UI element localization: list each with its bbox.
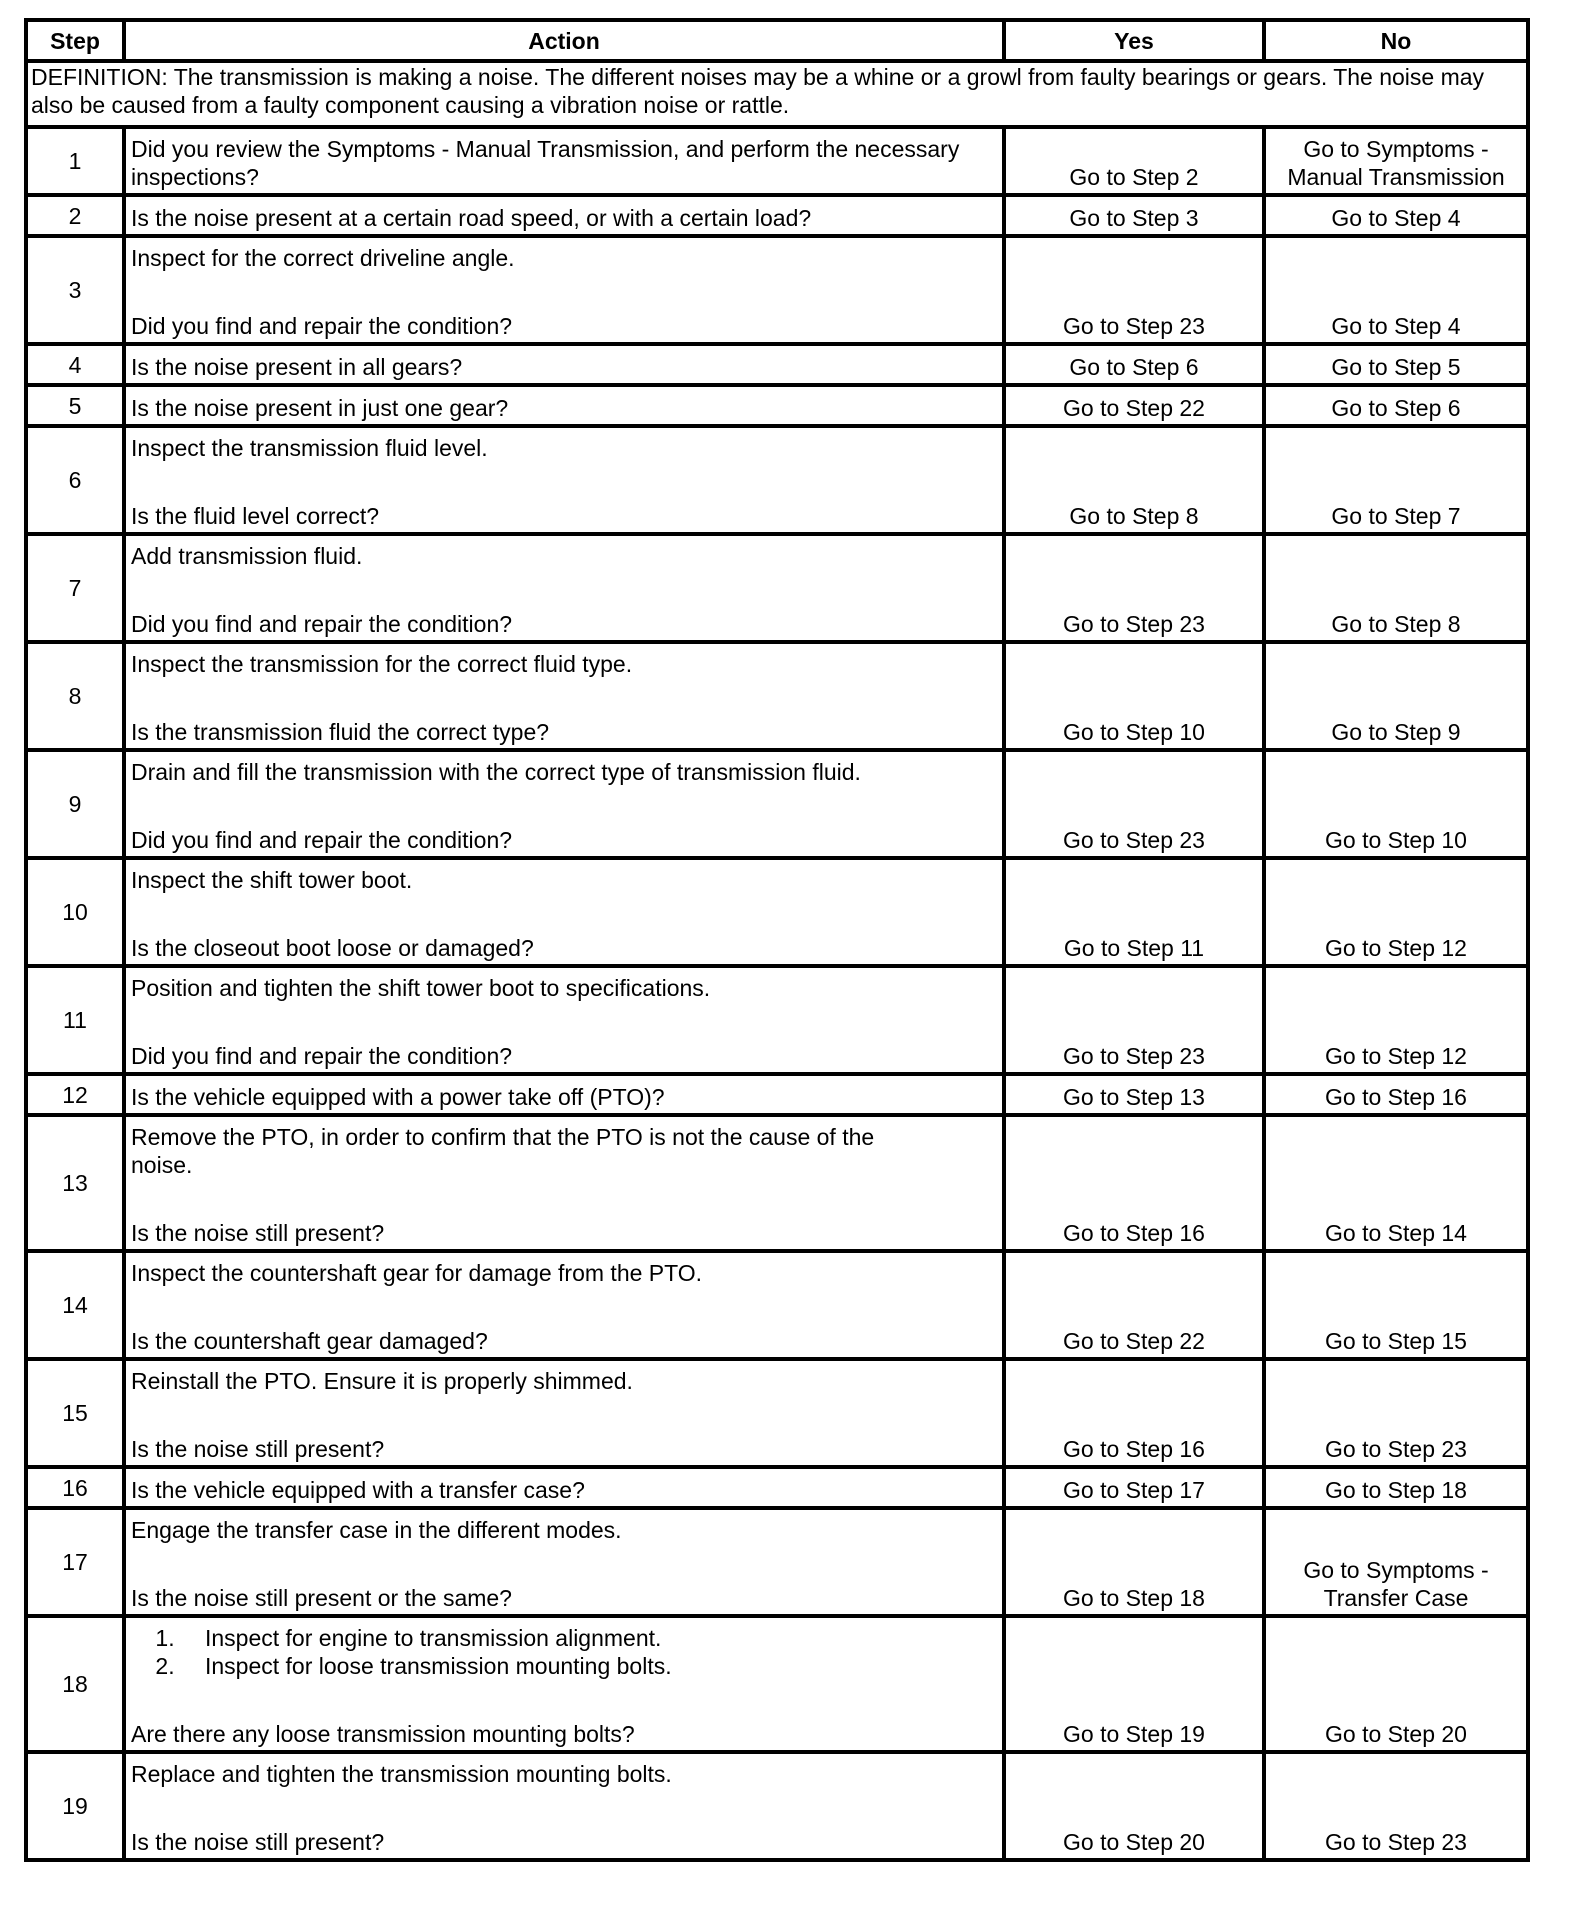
no-result: Go to Step 10 (1264, 750, 1528, 858)
step-question: Is the noise still present? (131, 1220, 385, 1246)
no-result: Go to Step 7 (1264, 426, 1528, 534)
step-question: Is the noise still present? (131, 1829, 385, 1855)
yes-result: Go to Step 13 (1004, 1074, 1264, 1115)
step-instruction: Inspect the transmission for the correct fluid type. (131, 651, 633, 677)
table-row (26, 858, 1528, 966)
no-result: Go to Step 15 (1264, 1251, 1528, 1359)
action-cell (124, 1251, 1004, 1359)
table-row (26, 1752, 1528, 1860)
step-question: Is the vehicle equipped with a power take off (PTO)? (131, 1084, 665, 1110)
action-cell (124, 1508, 1004, 1616)
action-cell (124, 236, 1004, 344)
table-row (26, 1251, 1528, 1359)
no-result: Go to Step 9 (1264, 642, 1528, 750)
step-question: Did you find and repair the condition? (131, 1043, 513, 1069)
step-number: 8 (26, 642, 124, 750)
step-instruction: Inspect the countershaft gear for damage from the PTO. (131, 1260, 703, 1286)
yes-result: Go to Step 10 (1004, 642, 1264, 750)
list-item: 1. Inspect for engine to transmission alignment. (181, 1624, 997, 1652)
step-question: Did you find and repair the condition? (131, 611, 513, 637)
step-question: Is the noise still present? (131, 1436, 385, 1462)
no-result: Go to Step 5 (1264, 344, 1528, 385)
action-cell (124, 858, 1004, 966)
yes-result: Go to Step 8 (1004, 426, 1264, 534)
step-question: Did you find and repair the condition? (131, 313, 513, 339)
table-row (26, 344, 1528, 385)
yes-result: Go to Step 22 (1004, 385, 1264, 426)
step-number: 12 (26, 1074, 124, 1115)
table-row (26, 1115, 1528, 1251)
action-cell (124, 1467, 1004, 1508)
step-number: 2 (26, 195, 124, 236)
step-number: 14 (26, 1251, 124, 1359)
action-cell (124, 534, 1004, 642)
table-row (26, 195, 1528, 236)
step-question: Did you find and repair the condition? (131, 827, 513, 853)
action-cell (124, 195, 1004, 236)
table-row (26, 1616, 1528, 1752)
action-cell (124, 127, 1004, 195)
step-number: 3 (26, 236, 124, 344)
action-cell (124, 344, 1004, 385)
step-number: 6 (26, 426, 124, 534)
action-cell (124, 1616, 1004, 1752)
no-result: Go to Step 23 (1264, 1359, 1528, 1467)
step-question: Did you review the Symptoms - Manual Transmission, and perform the necessary inspections? (131, 136, 960, 190)
step-instruction: Add transmission fluid. (131, 543, 363, 569)
yes-result: Go to Step 23 (1004, 534, 1264, 642)
action-cell (124, 1752, 1004, 1860)
yes-result: Go to Step 23 (1004, 750, 1264, 858)
no-result: Go to Step 14 (1264, 1115, 1528, 1251)
action-cell (124, 642, 1004, 750)
action-cell (124, 385, 1004, 426)
step-number: 13 (26, 1115, 124, 1251)
step-instruction: Inspect the transmission fluid level. (131, 435, 488, 461)
step-instruction: Reinstall the PTO. Ensure it is properly shimmed. (131, 1368, 633, 1394)
step-number: 10 (26, 858, 124, 966)
yes-result: Go to Step 22 (1004, 1251, 1264, 1359)
step-question: Are there any loose transmission mounting bolts? (131, 1721, 635, 1747)
inspection-list (131, 1624, 997, 1680)
header-row (26, 20, 1528, 61)
step-number: 16 (26, 1467, 124, 1508)
no-result: Go to Step 4 (1264, 195, 1528, 236)
table-row (26, 534, 1528, 642)
yes-result: Go to Step 11 (1004, 858, 1264, 966)
table-row (26, 750, 1528, 858)
yes-result: Go to Step 23 (1004, 966, 1264, 1074)
header-no: No (1264, 20, 1528, 61)
step-instruction: Replace and tighten the transmission mounting bolts. (131, 1761, 672, 1787)
table-row (26, 1467, 1528, 1508)
yes-result: Go to Step 3 (1004, 195, 1264, 236)
step-instruction: Remove the PTO, in order to confirm that the PTO is not the cause of the noise. (131, 1124, 875, 1178)
table-row (26, 385, 1528, 426)
step-number: 9 (26, 750, 124, 858)
yes-result: Go to Step 16 (1004, 1115, 1264, 1251)
step-number: 1 (26, 127, 124, 195)
table-row (26, 1359, 1528, 1467)
no-result: Go to Step 12 (1264, 966, 1528, 1074)
step-question: Is the noise present in all gears? (131, 354, 463, 380)
no-result: Go to Symptoms - Manual Transmission (1264, 127, 1528, 195)
table-row (26, 127, 1528, 195)
step-number: 5 (26, 385, 124, 426)
action-cell (124, 750, 1004, 858)
step-question: Is the vehicle equipped with a transfer case? (131, 1477, 585, 1503)
step-number: 4 (26, 344, 124, 385)
step-instruction: Inspect the shift tower boot. (131, 867, 413, 893)
table-row (26, 1508, 1528, 1616)
no-result: Go to Step 4 (1264, 236, 1528, 344)
table-row (26, 642, 1528, 750)
yes-result: Go to Step 6 (1004, 344, 1264, 385)
step-question: Is the closeout boot loose or damaged? (131, 935, 534, 961)
no-result: Go to Step 12 (1264, 858, 1528, 966)
list-item: 2. Inspect for loose transmission mounting bolts. (181, 1652, 997, 1680)
no-result: Go to Step 6 (1264, 385, 1528, 426)
no-result: Go to Symptoms - Transfer Case (1264, 1508, 1528, 1616)
table-row (26, 236, 1528, 344)
yes-result: Go to Step 19 (1004, 1616, 1264, 1752)
step-question: Is the noise present in just one gear? (131, 395, 509, 421)
action-cell (124, 1074, 1004, 1115)
step-instruction: Position and tighten the shift tower boot to specifications. (131, 975, 711, 1001)
step-question: Is the noise still present or the same? (131, 1585, 512, 1611)
no-result: Go to Step 8 (1264, 534, 1528, 642)
action-cell (124, 1359, 1004, 1467)
step-question: Is the noise present at a certain road speed, or with a certain load? (131, 205, 812, 231)
header-action: Action (124, 20, 1004, 61)
step-number: 18 (26, 1616, 124, 1752)
yes-result: Go to Step 16 (1004, 1359, 1264, 1467)
step-number: 7 (26, 534, 124, 642)
step-question: Is the countershaft gear damaged? (131, 1328, 488, 1354)
yes-result: Go to Step 18 (1004, 1508, 1264, 1616)
step-question: Is the transmission fluid the correct type? (131, 719, 550, 745)
definition-row (26, 61, 1528, 127)
step-number: 15 (26, 1359, 124, 1467)
step-number: 19 (26, 1752, 124, 1860)
no-result: Go to Step 18 (1264, 1467, 1528, 1508)
diagnostic-table (24, 18, 1530, 1862)
yes-result: Go to Step 20 (1004, 1752, 1264, 1860)
yes-result: Go to Step 17 (1004, 1467, 1264, 1508)
step-question: Is the fluid level correct? (131, 503, 380, 529)
header-yes: Yes (1004, 20, 1264, 61)
step-number: 17 (26, 1508, 124, 1616)
action-cell (124, 1115, 1004, 1251)
action-cell (124, 426, 1004, 534)
step-instruction: Drain and fill the transmission with the correct type of transmission fluid. (131, 759, 861, 785)
header-step: Step (26, 20, 124, 61)
no-result: Go to Step 16 (1264, 1074, 1528, 1115)
no-result: Go to Step 20 (1264, 1616, 1528, 1752)
table-row (26, 966, 1528, 1074)
step-instruction: Inspect for the correct driveline angle. (131, 245, 515, 271)
definition-text: DEFINITION: The transmission is making a noise. The different noises may be a whine or a growl from faulty bearings or gears. The noise may also be caused from a faulty component causing a vibration noise or rattle. (26, 61, 1528, 127)
no-result: Go to Step 23 (1264, 1752, 1528, 1860)
action-cell (124, 966, 1004, 1074)
table-row (26, 1074, 1528, 1115)
yes-result: Go to Step 23 (1004, 236, 1264, 344)
step-instruction: Engage the transfer case in the different modes. (131, 1517, 622, 1543)
yes-result: Go to Step 2 (1004, 127, 1264, 195)
table-row (26, 426, 1528, 534)
step-number: 11 (26, 966, 124, 1074)
